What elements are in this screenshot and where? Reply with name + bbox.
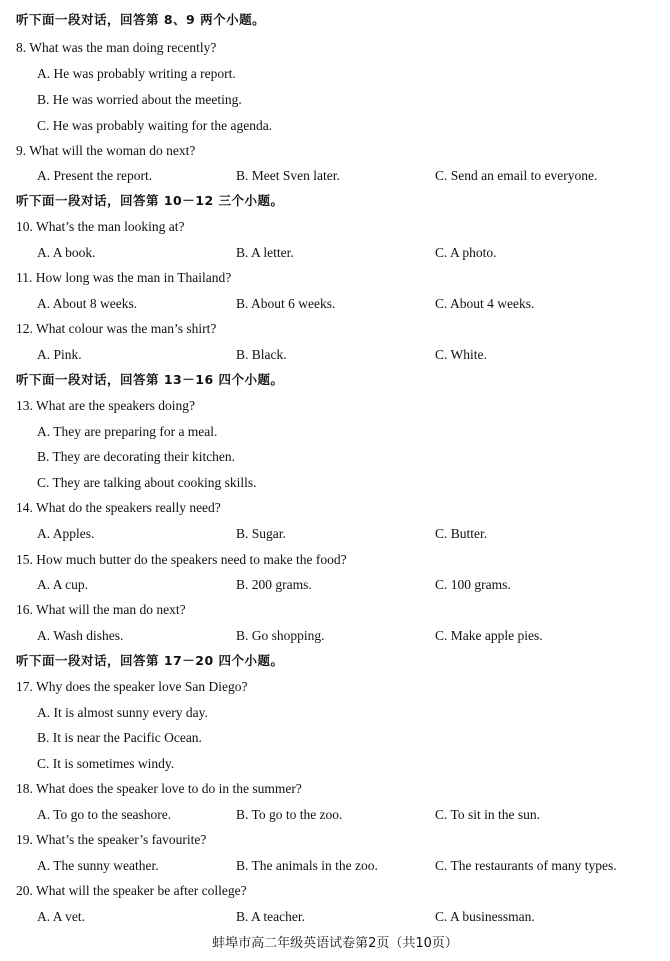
question-9-option-a: A. Present the report. (37, 168, 153, 183)
question-16-option-b: B. Go shopping. (236, 628, 325, 643)
question-13-stem: 13. What are the speakers doing? (16, 398, 195, 413)
question-14-option-c: C. Butter. (435, 526, 488, 541)
question-14-stem: 14. What do the speakers really need? (16, 500, 221, 515)
question-9-option-b: B. Meet Sven later. (236, 168, 340, 183)
question-13-option-b: B. They are decorating their kitchen. (37, 449, 236, 464)
question-11-stem: 11. How long was the man in Thailand? (16, 270, 232, 285)
question-20-option-b: B. A teacher. (236, 909, 305, 924)
question-16-stem: 16. What will the man do next? (16, 602, 186, 617)
section-instruction: 听下面一段对话，回答第 13－16 四个小题。 (16, 372, 284, 387)
question-16-option-a: A. Wash dishes. (37, 628, 124, 643)
question-15-option-b: B. 200 grams. (236, 577, 312, 592)
question-15-option-c: C. 100 grams. (435, 577, 511, 592)
question-12-option-a: A. Pink. (37, 347, 82, 362)
section-instruction: 听下面一段对话，回答第 8、9 两个小题。 (16, 12, 266, 27)
question-11-option-a: A. About 8 weeks. (37, 296, 138, 311)
question-19-option-c: C. The restaurants of many types. (435, 858, 617, 873)
question-8-option-c: C. He was probably waiting for the agenda. (37, 118, 273, 133)
question-11-option-c: C. About 4 weeks. (435, 296, 535, 311)
question-18-option-c: C. To sit in the sun. (435, 807, 540, 822)
question-14-option-a: A. Apples. (37, 526, 95, 541)
question-19-stem: 19. What’s the speaker’s favourite? (16, 832, 207, 847)
question-15-option-a: A. A cup. (37, 577, 89, 592)
question-17-option-c: C. It is sometimes windy. (37, 756, 175, 771)
section-instruction: 听下面一段对话，回答第 17－20 四个小题。 (16, 653, 284, 668)
question-13-option-a: A. They are preparing for a meal. (37, 424, 218, 439)
question-14-option-b: B. Sugar. (236, 526, 286, 541)
question-10-option-a: A. A book. (37, 245, 96, 260)
question-8-stem: 8. What was the man doing recently? (16, 40, 217, 55)
question-18-stem: 18. What does the speaker love to do in the summer? (16, 781, 302, 796)
question-17-stem: 17. Why does the speaker love San Diego? (16, 679, 248, 694)
question-20-stem: 20. What will the speaker be after college? (16, 883, 247, 898)
question-9-stem: 9. What will the woman do next? (16, 143, 196, 158)
question-8-option-a: A. He was probably writing a report. (37, 66, 236, 81)
question-18-option-b: B. To go to the zoo. (236, 807, 343, 822)
question-19-option-a: A. The sunny weather. (37, 858, 159, 873)
question-13-option-c: C. They are talking about cooking skills. (37, 475, 257, 490)
question-10-option-b: B. A letter. (236, 245, 294, 260)
question-12-option-b: B. Black. (236, 347, 287, 362)
question-17-option-b: B. It is near the Pacific Ocean. (37, 730, 202, 745)
question-17-option-a: A. It is almost sunny every day. (37, 705, 208, 720)
question-10-option-c: C. A photo. (435, 245, 497, 260)
question-19-option-b: B. The animals in the zoo. (236, 858, 378, 873)
question-18-option-a: A. To go to the seashore. (37, 807, 172, 822)
question-15-stem: 15. How much butter do the speakers need to make the food? (16, 552, 347, 567)
question-12-stem: 12. What colour was the man’s shirt? (16, 321, 217, 336)
question-11-option-b: B. About 6 weeks. (236, 296, 336, 311)
question-20-option-a: A. A vet. (37, 909, 86, 924)
question-20-option-c: C. A businessman. (435, 909, 535, 924)
question-16-option-c: C. Make apple pies. (435, 628, 543, 643)
question-9-option-c: C. Send an email to everyone. (435, 168, 598, 183)
section-instruction: 听下面一段对话，回答第 10－12 三个小题。 (16, 193, 284, 208)
question-8-option-b: B. He was worried about the meeting. (37, 92, 242, 107)
question-12-option-c: C. White. (435, 347, 487, 362)
question-10-stem: 10. What’s the man looking at? (16, 219, 185, 234)
page-footer: 蚌埠市高二年级英语试卷第2页（共10页） (212, 936, 458, 951)
